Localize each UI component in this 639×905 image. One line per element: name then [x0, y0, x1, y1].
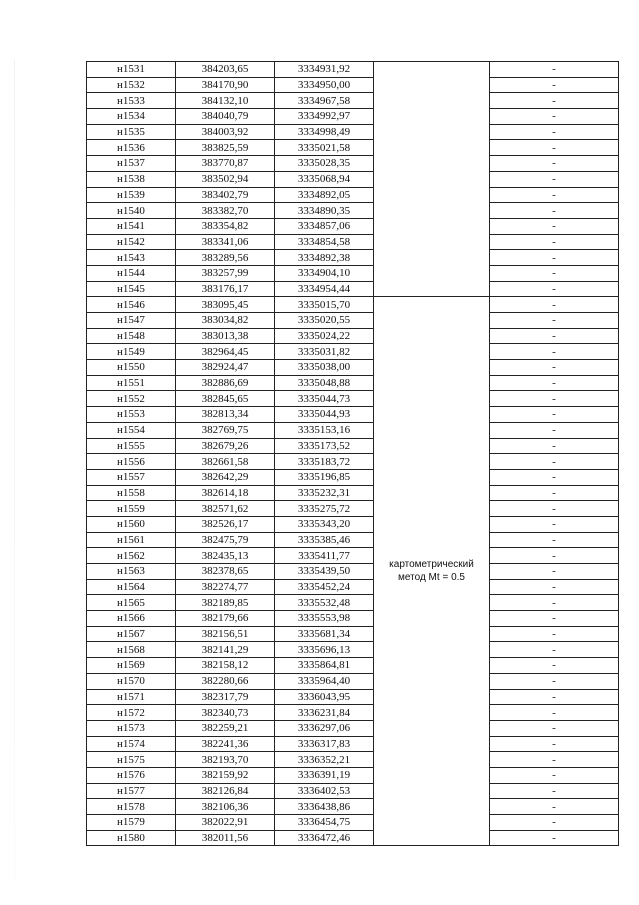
y-coordinate-cell: 3335021,58	[275, 140, 374, 156]
x-coordinate-cell: 382435,13	[176, 548, 275, 564]
x-coordinate-cell: 382259,21	[176, 720, 275, 736]
y-coordinate-cell: 3335232,31	[275, 485, 374, 501]
y-coordinate-cell: 3335196,85	[275, 469, 374, 485]
point-id-cell: н1549	[87, 344, 176, 360]
x-coordinate-cell: 382340,73	[176, 705, 275, 721]
dash-cell: -	[490, 360, 619, 376]
method-cell-empty	[374, 62, 490, 297]
table-row	[87, 281, 619, 297]
x-coordinate-cell: 382886,69	[176, 375, 275, 391]
point-id-cell: н1580	[87, 830, 176, 846]
dash-cell: -	[490, 375, 619, 391]
y-coordinate-cell: 3334892,05	[275, 187, 374, 203]
table-row	[87, 328, 619, 344]
x-coordinate-cell: 382571,62	[176, 501, 275, 517]
y-coordinate-cell: 3336391,19	[275, 767, 374, 783]
point-id-cell: н1565	[87, 595, 176, 611]
point-id-cell: н1550	[87, 360, 176, 376]
x-coordinate-cell: 382614,18	[176, 485, 275, 501]
dash-cell: -	[490, 77, 619, 93]
x-coordinate-cell: 382106,36	[176, 799, 275, 815]
y-coordinate-cell: 3335173,52	[275, 438, 374, 454]
y-coordinate-cell: 3336231,84	[275, 705, 374, 721]
dash-cell: -	[490, 171, 619, 187]
point-id-cell: н1564	[87, 579, 176, 595]
x-coordinate-cell: 384003,92	[176, 124, 275, 140]
y-coordinate-cell: 3334857,06	[275, 218, 374, 234]
dash-cell: -	[490, 407, 619, 423]
table-row	[87, 407, 619, 423]
dash-cell: -	[490, 454, 619, 470]
table-row	[87, 375, 619, 391]
method-accuracy: метод Mt = 0.5	[398, 572, 465, 584]
y-coordinate-cell: 3335385,46	[275, 532, 374, 548]
x-coordinate-cell: 382924,47	[176, 360, 275, 376]
dash-cell: -	[490, 218, 619, 234]
point-id-cell: н1574	[87, 736, 176, 752]
dash-cell: -	[490, 469, 619, 485]
y-coordinate-cell: 3335031,82	[275, 344, 374, 360]
table-row	[87, 187, 619, 203]
table-row	[87, 124, 619, 140]
dash-cell: -	[490, 109, 619, 125]
dash-cell: -	[490, 140, 619, 156]
table-row	[87, 203, 619, 219]
x-coordinate-cell: 384132,10	[176, 93, 275, 109]
dash-cell: -	[490, 438, 619, 454]
y-coordinate-cell: 3336297,06	[275, 720, 374, 736]
x-coordinate-cell: 383095,45	[176, 297, 275, 313]
point-id-cell: н1566	[87, 611, 176, 627]
y-coordinate-cell: 3335068,94	[275, 171, 374, 187]
x-coordinate-cell: 383502,94	[176, 171, 275, 187]
table-row	[87, 469, 619, 485]
x-coordinate-cell: 383402,79	[176, 187, 275, 203]
table-row	[87, 705, 619, 721]
table-row	[87, 673, 619, 689]
dash-cell: -	[490, 62, 619, 78]
y-coordinate-cell: 3334998,49	[275, 124, 374, 140]
table-row	[87, 532, 619, 548]
x-coordinate-cell: 382241,36	[176, 736, 275, 752]
y-coordinate-cell: 3334967,58	[275, 93, 374, 109]
table-row	[87, 156, 619, 172]
dash-cell: -	[490, 579, 619, 595]
dash-cell: -	[490, 767, 619, 783]
x-coordinate-cell: 382280,66	[176, 673, 275, 689]
dash-cell: -	[490, 548, 619, 564]
table-row	[87, 234, 619, 250]
x-coordinate-cell: 383354,82	[176, 218, 275, 234]
point-id-cell: н1573	[87, 720, 176, 736]
point-id-cell: н1557	[87, 469, 176, 485]
dash-cell: -	[490, 344, 619, 360]
dash-cell: -	[490, 250, 619, 266]
x-coordinate-cell: 382526,17	[176, 516, 275, 532]
point-id-cell: н1552	[87, 391, 176, 407]
table-row	[87, 611, 619, 627]
point-id-cell: н1548	[87, 328, 176, 344]
dash-cell: -	[490, 234, 619, 250]
method-name: картометрический	[389, 559, 474, 571]
point-id-cell: н1561	[87, 532, 176, 548]
table-row	[87, 689, 619, 705]
dash-cell: -	[490, 673, 619, 689]
point-id-cell: н1559	[87, 501, 176, 517]
y-coordinate-cell: 3335696,13	[275, 642, 374, 658]
point-id-cell: н1562	[87, 548, 176, 564]
table-row	[87, 344, 619, 360]
table-row	[87, 658, 619, 674]
table-row	[87, 171, 619, 187]
dash-cell: -	[490, 328, 619, 344]
table-row	[87, 830, 619, 846]
y-coordinate-cell: 3334904,10	[275, 265, 374, 281]
point-id-cell: н1578	[87, 799, 176, 815]
table-row	[87, 438, 619, 454]
y-coordinate-cell: 3334890,35	[275, 203, 374, 219]
x-coordinate-cell: 382011,56	[176, 830, 275, 846]
table-row	[87, 579, 619, 595]
y-coordinate-cell: 3335343,20	[275, 516, 374, 532]
point-id-cell: н1579	[87, 815, 176, 831]
table-row	[87, 77, 619, 93]
y-coordinate-cell: 3336352,21	[275, 752, 374, 768]
point-id-cell: н1563	[87, 564, 176, 580]
y-coordinate-cell: 3334892,38	[275, 250, 374, 266]
point-id-cell: н1536	[87, 140, 176, 156]
dash-cell: -	[490, 124, 619, 140]
dash-cell: -	[490, 830, 619, 846]
x-coordinate-cell: 382378,65	[176, 564, 275, 580]
x-coordinate-cell: 382317,79	[176, 689, 275, 705]
y-coordinate-cell: 3334931,92	[275, 62, 374, 78]
y-coordinate-cell: 3335183,72	[275, 454, 374, 470]
point-id-cell: н1551	[87, 375, 176, 391]
dash-cell: -	[490, 501, 619, 517]
point-id-cell: н1567	[87, 626, 176, 642]
y-coordinate-cell: 3335532,48	[275, 595, 374, 611]
dash-cell: -	[490, 187, 619, 203]
coordinates-table-body	[87, 62, 619, 846]
point-id-cell: н1531	[87, 62, 176, 78]
table-row	[87, 485, 619, 501]
table-row	[87, 736, 619, 752]
x-coordinate-cell: 383770,87	[176, 156, 275, 172]
point-id-cell: н1560	[87, 516, 176, 532]
dash-cell: -	[490, 297, 619, 313]
table-row	[87, 297, 619, 313]
x-coordinate-cell: 383034,82	[176, 313, 275, 329]
point-id-cell: н1576	[87, 767, 176, 783]
dash-cell: -	[490, 313, 619, 329]
x-coordinate-cell: 384203,65	[176, 62, 275, 78]
table-row	[87, 595, 619, 611]
dash-cell: -	[490, 626, 619, 642]
table-row	[87, 767, 619, 783]
x-coordinate-cell: 383341,06	[176, 234, 275, 250]
point-id-cell: н1534	[87, 109, 176, 125]
dash-cell: -	[490, 203, 619, 219]
y-coordinate-cell: 3336438,86	[275, 799, 374, 815]
table-row	[87, 720, 619, 736]
dash-cell: -	[490, 281, 619, 297]
scan-edge-shadow	[14, 60, 15, 880]
x-coordinate-cell: 382661,58	[176, 454, 275, 470]
y-coordinate-cell: 3335153,16	[275, 422, 374, 438]
table-row	[87, 548, 619, 564]
point-id-cell: н1545	[87, 281, 176, 297]
dash-cell: -	[490, 783, 619, 799]
point-id-cell: н1568	[87, 642, 176, 658]
table-row	[87, 313, 619, 329]
x-coordinate-cell: 383289,56	[176, 250, 275, 266]
dash-cell: -	[490, 658, 619, 674]
point-id-cell: н1533	[87, 93, 176, 109]
x-coordinate-cell: 382475,79	[176, 532, 275, 548]
y-coordinate-cell: 3335048,88	[275, 375, 374, 391]
x-coordinate-cell: 382193,70	[176, 752, 275, 768]
y-coordinate-cell: 3335024,22	[275, 328, 374, 344]
dash-cell: -	[490, 752, 619, 768]
dash-cell: -	[490, 485, 619, 501]
table-row	[87, 516, 619, 532]
y-coordinate-cell: 3335020,55	[275, 313, 374, 329]
table-row	[87, 642, 619, 658]
dash-cell: -	[490, 689, 619, 705]
y-coordinate-cell: 3335038,00	[275, 360, 374, 376]
table-row	[87, 454, 619, 470]
x-coordinate-cell: 383825,59	[176, 140, 275, 156]
point-id-cell: н1541	[87, 218, 176, 234]
table-row	[87, 250, 619, 266]
y-coordinate-cell: 3335553,98	[275, 611, 374, 627]
table-row	[87, 815, 619, 831]
x-coordinate-cell: 382642,29	[176, 469, 275, 485]
dash-cell: -	[490, 720, 619, 736]
y-coordinate-cell: 3336317,83	[275, 736, 374, 752]
dash-cell: -	[490, 93, 619, 109]
x-coordinate-cell: 382179,66	[176, 611, 275, 627]
table-row	[87, 218, 619, 234]
dash-cell: -	[490, 532, 619, 548]
x-coordinate-cell: 384040,79	[176, 109, 275, 125]
x-coordinate-cell: 382964,45	[176, 344, 275, 360]
y-coordinate-cell: 3336454,75	[275, 815, 374, 831]
x-coordinate-cell: 382845,65	[176, 391, 275, 407]
table-row	[87, 62, 619, 78]
table-row	[87, 799, 619, 815]
y-coordinate-cell: 3335411,77	[275, 548, 374, 564]
x-coordinate-cell: 382274,77	[176, 579, 275, 595]
table-row	[87, 391, 619, 407]
point-id-cell: н1540	[87, 203, 176, 219]
dash-cell: -	[490, 815, 619, 831]
y-coordinate-cell: 3336472,46	[275, 830, 374, 846]
y-coordinate-cell: 3335028,35	[275, 156, 374, 172]
x-coordinate-cell: 382022,91	[176, 815, 275, 831]
y-coordinate-cell: 3335044,93	[275, 407, 374, 423]
y-coordinate-cell: 3335681,34	[275, 626, 374, 642]
x-coordinate-cell: 382189,85	[176, 595, 275, 611]
x-coordinate-cell: 382158,12	[176, 658, 275, 674]
y-coordinate-cell: 3335015,70	[275, 297, 374, 313]
table-row	[87, 564, 619, 580]
point-id-cell: н1547	[87, 313, 176, 329]
dash-cell: -	[490, 265, 619, 281]
point-id-cell: н1539	[87, 187, 176, 203]
x-coordinate-cell: 384170,90	[176, 77, 275, 93]
dash-cell: -	[490, 422, 619, 438]
point-id-cell: н1538	[87, 171, 176, 187]
x-coordinate-cell: 383013,38	[176, 328, 275, 344]
y-coordinate-cell: 3336402,53	[275, 783, 374, 799]
x-coordinate-cell: 382159,92	[176, 767, 275, 783]
point-id-cell: н1569	[87, 658, 176, 674]
y-coordinate-cell: 3334950,00	[275, 77, 374, 93]
x-coordinate-cell: 383257,99	[176, 265, 275, 281]
dash-cell: -	[490, 156, 619, 172]
point-id-cell: н1555	[87, 438, 176, 454]
y-coordinate-cell: 3334992,97	[275, 109, 374, 125]
point-id-cell: н1542	[87, 234, 176, 250]
table-row	[87, 93, 619, 109]
x-coordinate-cell: 382141,29	[176, 642, 275, 658]
table-row	[87, 265, 619, 281]
point-id-cell: н1556	[87, 454, 176, 470]
x-coordinate-cell: 382679,26	[176, 438, 275, 454]
y-coordinate-cell: 3335275,72	[275, 501, 374, 517]
y-coordinate-cell: 3335864,81	[275, 658, 374, 674]
point-id-cell: н1544	[87, 265, 176, 281]
x-coordinate-cell: 382813,34	[176, 407, 275, 423]
x-coordinate-cell: 382126,84	[176, 783, 275, 799]
y-coordinate-cell: 3335439,50	[275, 564, 374, 580]
point-id-cell: н1554	[87, 422, 176, 438]
x-coordinate-cell: 382769,75	[176, 422, 275, 438]
dash-cell: -	[490, 642, 619, 658]
point-id-cell: н1571	[87, 689, 176, 705]
dash-cell: -	[490, 516, 619, 532]
dash-cell: -	[490, 611, 619, 627]
point-id-cell: н1575	[87, 752, 176, 768]
y-coordinate-cell: 3335452,24	[275, 579, 374, 595]
point-id-cell: н1572	[87, 705, 176, 721]
point-id-cell: н1570	[87, 673, 176, 689]
y-coordinate-cell: 3334954,44	[275, 281, 374, 297]
dash-cell: -	[490, 799, 619, 815]
y-coordinate-cell: 3336043,95	[275, 689, 374, 705]
coordinates-table	[86, 61, 619, 846]
dash-cell: -	[490, 736, 619, 752]
x-coordinate-cell: 383382,70	[176, 203, 275, 219]
point-id-cell: н1543	[87, 250, 176, 266]
x-coordinate-cell: 383176,17	[176, 281, 275, 297]
dash-cell: -	[490, 705, 619, 721]
point-id-cell: н1546	[87, 297, 176, 313]
table-row	[87, 626, 619, 642]
table-row	[87, 109, 619, 125]
method-cell	[374, 297, 490, 846]
dash-cell: -	[490, 595, 619, 611]
y-coordinate-cell: 3334854,58	[275, 234, 374, 250]
x-coordinate-cell: 382156,51	[176, 626, 275, 642]
y-coordinate-cell: 3335044,73	[275, 391, 374, 407]
point-id-cell: н1553	[87, 407, 176, 423]
point-id-cell: н1537	[87, 156, 176, 172]
table-row	[87, 501, 619, 517]
table-row	[87, 752, 619, 768]
table-row	[87, 360, 619, 376]
dash-cell: -	[490, 564, 619, 580]
y-coordinate-cell: 3335964,40	[275, 673, 374, 689]
table-row	[87, 783, 619, 799]
point-id-cell: н1532	[87, 77, 176, 93]
table-row	[87, 422, 619, 438]
table-row	[87, 140, 619, 156]
point-id-cell: н1535	[87, 124, 176, 140]
point-id-cell: н1558	[87, 485, 176, 501]
dash-cell: -	[490, 391, 619, 407]
point-id-cell: н1577	[87, 783, 176, 799]
